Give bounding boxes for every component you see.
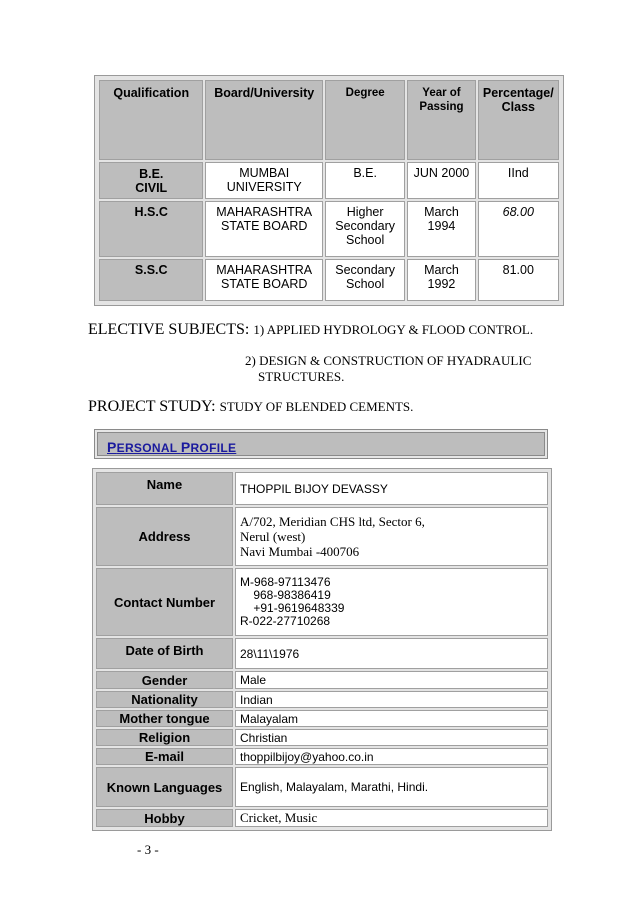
board-cell: MUMBAI UNIVERSITY [205,162,323,199]
address-value: A/702, Meridian CHS ltd, Sector 6, Nerul (west) Navi Mumbai -400706 [235,507,548,566]
hobby-value: Cricket, Music [235,809,548,827]
personal-profile-banner [94,429,548,459]
name-label: Name [96,472,233,505]
contact-label: Contact Number [96,568,233,636]
table-header-row [99,80,559,160]
mother-tongue-value: Malayalam [235,710,548,727]
elective-label: ELECTIVE SUBJECTS: [88,321,250,338]
degree-cell: Secondary School [325,259,405,301]
languages-value: English, Malayalam, Marathi, Hindi. [235,767,548,807]
mother-tongue-label: Mother tongue [96,710,233,727]
elective-item-1: 1) APPLIED HYDROLOGY & FLOOD CONTROL. [253,322,534,337]
personal-profile-title: PERSONAL PROFILE [107,439,237,455]
name-value: THOPPIL BIJOY DEVASSY [235,472,548,505]
degree-cell: B.E. [325,162,405,199]
profile-table [92,468,552,831]
table-row [99,259,559,301]
table-row [96,638,548,669]
project-study [88,398,413,416]
gender-label: Gender [96,671,233,689]
table-row [99,162,559,199]
elective-subjects [88,321,533,339]
table-row [96,809,548,827]
table-row [96,767,548,807]
table-row [96,691,548,708]
result-cell: 81.00 [478,259,559,301]
page-number: - 3 - [137,842,159,857]
year-cell: JUN 2000 [407,162,475,199]
elective-item-2-cont: STRUCTURES. [258,369,345,384]
table-row [96,472,548,505]
result-cell: IInd [478,162,559,199]
qualification-table [94,75,564,306]
nationality-value: Indian [235,691,548,708]
qualification-cell: S.S.C [99,259,203,301]
languages-label: Known Languages [96,767,233,807]
dob-label: Date of Birth [96,638,233,669]
table-row [96,710,548,727]
project-value: STUDY OF BLENDED CEMENTS. [219,399,414,414]
table-row [96,568,548,636]
table-row [96,729,548,746]
qualification-cell: H.S.C [99,201,203,257]
contact-value: M-968-97113476 968-98386419 +91-9619648339 R-022-27710268 [235,568,548,636]
gender-value: Male [235,671,548,689]
qualification-cell: B.E. CIVIL [99,162,203,199]
year-cell: March 1992 [407,259,475,301]
year-cell: March 1994 [407,201,475,257]
address-label: Address [96,507,233,566]
email-value: thoppilbijoy@yahoo.co.in [235,748,548,765]
table-row [99,201,559,257]
column-header-percentage: Percentage/ Class [478,80,559,160]
religion-value: Christian [235,729,548,746]
project-label: PROJECT STUDY: [88,398,216,415]
board-cell: MAHARASHTRA STATE BOARD [205,259,323,301]
column-header-year: Year of Passing [407,80,475,160]
elective-item-2: 2) DESIGN & CONSTRUCTION OF HYADRAULIC [245,353,532,368]
nationality-label: Nationality [96,691,233,708]
degree-cell: Higher Secondary School [325,201,405,257]
hobby-label: Hobby [96,809,233,827]
table-row [96,748,548,765]
result-cell: 68.00 [478,201,559,257]
column-header-degree: Degree [325,80,405,160]
dob-value: 28\11\1976 [235,638,548,669]
table-row [96,671,548,689]
column-header-qualification: Qualification [99,80,203,160]
email-label: E-mail [96,748,233,765]
religion-label: Religion [96,729,233,746]
column-header-board: Board/University [205,80,323,160]
board-cell: MAHARASHTRA STATE BOARD [205,201,323,257]
table-row [96,507,548,566]
